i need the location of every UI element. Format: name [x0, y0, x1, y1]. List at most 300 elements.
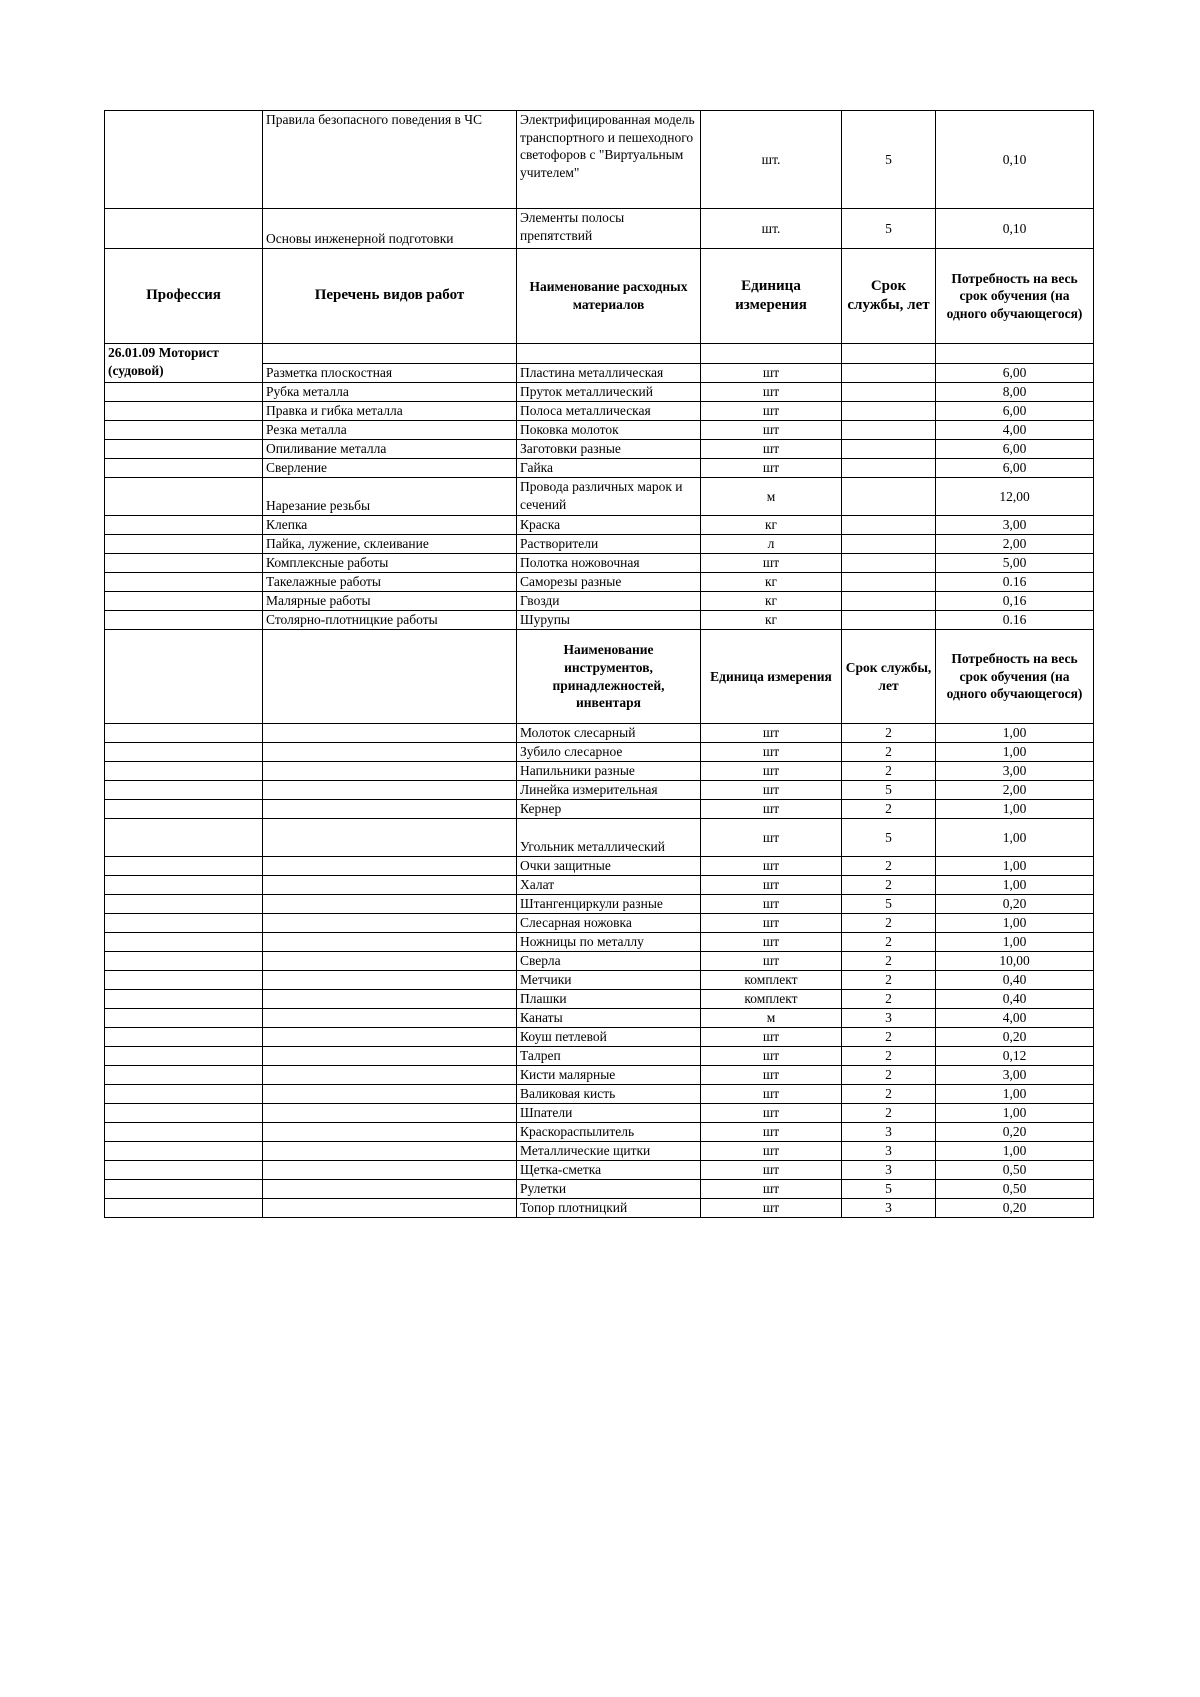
- profession-cell: [105, 1047, 263, 1066]
- material-cell: Полоса металлическая: [517, 402, 701, 421]
- table-row: [105, 1199, 1094, 1218]
- term-cell: 5: [842, 895, 936, 914]
- table-row: [105, 402, 1094, 421]
- table-row: [105, 421, 1094, 440]
- profession-cell: [105, 111, 263, 209]
- term-cell: 2: [842, 724, 936, 743]
- table-row: [105, 1009, 1094, 1028]
- work-cell: [263, 1066, 517, 1085]
- table-row: [105, 724, 1094, 743]
- need-cell: 1,00: [936, 743, 1094, 762]
- need-cell: 0,10: [936, 111, 1094, 209]
- profession-cell: [105, 1161, 263, 1180]
- tool-name-cell: Напильники разные: [517, 762, 701, 781]
- work-cell: [263, 762, 517, 781]
- work-cell: Основы инженерной подготовки: [263, 209, 517, 249]
- table-row: [105, 857, 1094, 876]
- table-row: [105, 1047, 1094, 1066]
- term-cell: 3: [842, 1009, 936, 1028]
- work-cell: Правка и гибка металла: [263, 402, 517, 421]
- work-cell: Нарезание резьбы: [263, 478, 517, 516]
- header-term: Срок службы, лет: [842, 249, 936, 344]
- unit-cell: шт: [701, 383, 842, 402]
- header-need: Потребность на весь срок обучения (на одного обучающегося): [936, 249, 1094, 344]
- need-cell: 0,40: [936, 990, 1094, 1009]
- unit-cell: м: [701, 1009, 842, 1028]
- tool-name-cell: Топор плотницкий: [517, 1199, 701, 1218]
- need-cell: 0,12: [936, 1047, 1094, 1066]
- profession-cell: [105, 895, 263, 914]
- table-row: [105, 933, 1094, 952]
- table-row: [105, 111, 1094, 209]
- work-cell: [263, 344, 517, 364]
- need-cell: 4,00: [936, 421, 1094, 440]
- need-cell: 2,00: [936, 535, 1094, 554]
- need-cell: 0.16: [936, 611, 1094, 630]
- table-row: [105, 516, 1094, 535]
- work-cell: [263, 1199, 517, 1218]
- work-cell: [263, 781, 517, 800]
- work-cell: Разметка плоскостная: [263, 364, 517, 383]
- tool-name-cell: Рулетки: [517, 1180, 701, 1199]
- profession-name: 26.01.09 Моторист (судовой): [105, 344, 263, 383]
- profession-cell: [105, 516, 263, 535]
- tool-name-cell: Линейка измерительная: [517, 781, 701, 800]
- tool-name-cell: Щетка-сметка: [517, 1161, 701, 1180]
- profession-cell: [105, 743, 263, 762]
- table-row: [105, 876, 1094, 895]
- tool-name-cell: Коуш петлевой: [517, 1028, 701, 1047]
- need-cell: 0,20: [936, 1123, 1094, 1142]
- table-row: [105, 952, 1094, 971]
- term-cell: 2: [842, 876, 936, 895]
- need-cell: 0,40: [936, 971, 1094, 990]
- unit-cell: шт: [701, 421, 842, 440]
- need-cell: [936, 344, 1094, 364]
- need-cell: 0,50: [936, 1161, 1094, 1180]
- table-row: [105, 592, 1094, 611]
- work-cell: [263, 1009, 517, 1028]
- table-row: [105, 1104, 1094, 1123]
- unit-cell: шт: [701, 819, 842, 857]
- work-cell: Сверление: [263, 459, 517, 478]
- need-cell: 3,00: [936, 762, 1094, 781]
- unit-cell: шт: [701, 402, 842, 421]
- need-cell: 0,10: [936, 209, 1094, 249]
- material-cell: Гайка: [517, 459, 701, 478]
- need-cell: 0.16: [936, 573, 1094, 592]
- table-row: [105, 478, 1094, 516]
- profession-cell: [105, 819, 263, 857]
- header-profession: Профессия: [105, 249, 263, 344]
- work-cell: [263, 857, 517, 876]
- term-cell: 3: [842, 1199, 936, 1218]
- need-cell: 0,20: [936, 895, 1094, 914]
- unit-cell: шт: [701, 914, 842, 933]
- tool-name-cell: Шпатели: [517, 1104, 701, 1123]
- unit-cell: шт: [701, 1028, 842, 1047]
- material-cell: Шурупы: [517, 611, 701, 630]
- table-row: [105, 554, 1094, 573]
- unit-cell: шт: [701, 364, 842, 383]
- table-row: [105, 535, 1094, 554]
- profession-cell: [105, 1066, 263, 1085]
- table-row: [105, 819, 1094, 857]
- profession-cell: [105, 990, 263, 1009]
- table-row: [105, 990, 1094, 1009]
- work-cell: [263, 819, 517, 857]
- tool-name-cell: Сверла: [517, 952, 701, 971]
- unit-cell: кг: [701, 592, 842, 611]
- unit-cell: шт: [701, 1180, 842, 1199]
- header-need: Потребность на весь срок обучения (на одного обучающегося): [936, 630, 1094, 724]
- term-cell: 2: [842, 1104, 936, 1123]
- profession-cell: [105, 724, 263, 743]
- work-cell: [263, 800, 517, 819]
- table-row: [105, 895, 1094, 914]
- header-material-name: Наименование расходных материалов: [517, 249, 701, 344]
- unit-cell: комплект: [701, 971, 842, 990]
- unit-cell: кг: [701, 611, 842, 630]
- profession-cell: [105, 933, 263, 952]
- tool-name-cell: Халат: [517, 876, 701, 895]
- table-row: [105, 1161, 1094, 1180]
- table-row: [105, 1028, 1094, 1047]
- unit-cell: шт: [701, 781, 842, 800]
- table-row: [105, 914, 1094, 933]
- profession-cell: [105, 630, 263, 724]
- term-cell: 2: [842, 762, 936, 781]
- profession-cell: [105, 459, 263, 478]
- need-cell: 2,00: [936, 781, 1094, 800]
- unit-cell: шт: [701, 762, 842, 781]
- tool-name-cell: Зубило слесарное: [517, 743, 701, 762]
- need-cell: 0,16: [936, 592, 1094, 611]
- term-cell: [842, 459, 936, 478]
- need-cell: 10,00: [936, 952, 1094, 971]
- tool-name-cell: Краскораспылитель: [517, 1123, 701, 1142]
- materials-header: [105, 249, 1094, 344]
- material-cell: Растворители: [517, 535, 701, 554]
- tool-name-cell: Металлические щитки: [517, 1142, 701, 1161]
- table-row: [105, 971, 1094, 990]
- need-cell: 0,50: [936, 1180, 1094, 1199]
- need-cell: 6,00: [936, 402, 1094, 421]
- term-cell: 2: [842, 952, 936, 971]
- unit-cell: шт: [701, 1199, 842, 1218]
- unit-cell: шт: [701, 876, 842, 895]
- term-cell: [842, 402, 936, 421]
- work-cell: [263, 724, 517, 743]
- unit-cell: м: [701, 478, 842, 516]
- header-tool-name: Наименование инструментов, принадлежностей, инвентаря: [517, 630, 701, 724]
- table-row: [105, 459, 1094, 478]
- profession-cell: [105, 800, 263, 819]
- term-cell: 3: [842, 1123, 936, 1142]
- term-cell: 2: [842, 743, 936, 762]
- tool-name-cell: Угольник металлический: [517, 819, 701, 857]
- term-cell: [842, 383, 936, 402]
- profession-cell: [105, 1142, 263, 1161]
- term-cell: 2: [842, 1066, 936, 1085]
- unit-cell: шт: [701, 459, 842, 478]
- unit-cell: шт: [701, 743, 842, 762]
- profession-cell: [105, 1180, 263, 1199]
- material-cell: Элементы полосы препятствий: [517, 209, 701, 249]
- profession-cell: [105, 1199, 263, 1218]
- material-cell: Электрифицированная модель транспортного и пешеходного светофоров с "Виртуальным учителем": [517, 111, 701, 209]
- table-row: [105, 743, 1094, 762]
- material-cell: Краска: [517, 516, 701, 535]
- material-cell: Заготовки разные: [517, 440, 701, 459]
- profession-cell: [105, 1123, 263, 1142]
- profession-cell: [105, 914, 263, 933]
- work-cell: Опиливание металла: [263, 440, 517, 459]
- work-cell: [263, 895, 517, 914]
- tool-name-cell: Очки защитные: [517, 857, 701, 876]
- term-cell: 5: [842, 1180, 936, 1199]
- profession-cell: [105, 554, 263, 573]
- work-cell: Резка металла: [263, 421, 517, 440]
- table-row: [105, 781, 1094, 800]
- tools-header: [105, 630, 1094, 724]
- need-cell: 3,00: [936, 1066, 1094, 1085]
- unit-cell: [701, 344, 842, 364]
- unit-cell: шт: [701, 1104, 842, 1123]
- profession-cell: [105, 440, 263, 459]
- term-cell: 2: [842, 933, 936, 952]
- term-cell: [842, 611, 936, 630]
- unit-cell: шт.: [701, 111, 842, 209]
- material-cell: Гвозди: [517, 592, 701, 611]
- table-row: [105, 440, 1094, 459]
- profession-cell: [105, 573, 263, 592]
- work-cell: Рубка металла: [263, 383, 517, 402]
- term-cell: 5: [842, 819, 936, 857]
- profession-cell: [105, 421, 263, 440]
- tool-name-cell: Кернер: [517, 800, 701, 819]
- term-cell: 2: [842, 800, 936, 819]
- profession-cell: [105, 592, 263, 611]
- material-cell: Провода различных марок и сечений: [517, 478, 701, 516]
- work-cell: Такелажные работы: [263, 573, 517, 592]
- material-cell: Полотка ножовочная: [517, 554, 701, 573]
- term-cell: [842, 344, 936, 364]
- need-cell: 1,00: [936, 914, 1094, 933]
- work-cell: [263, 630, 517, 724]
- table-row: [105, 383, 1094, 402]
- need-cell: 1,00: [936, 819, 1094, 857]
- profession-cell: [105, 1028, 263, 1047]
- need-cell: 0,20: [936, 1028, 1094, 1047]
- work-cell: [263, 952, 517, 971]
- profession-cell: [105, 478, 263, 516]
- profession-cell: [105, 535, 263, 554]
- unit-cell: шт: [701, 724, 842, 743]
- work-cell: Клепка: [263, 516, 517, 535]
- term-cell: [842, 421, 936, 440]
- work-cell: Столярно-плотницкие работы: [263, 611, 517, 630]
- material-cell: Поковка молоток: [517, 421, 701, 440]
- need-cell: 6,00: [936, 440, 1094, 459]
- need-cell: 1,00: [936, 1085, 1094, 1104]
- tool-name-cell: Канаты: [517, 1009, 701, 1028]
- term-cell: 2: [842, 1028, 936, 1047]
- need-cell: 1,00: [936, 1142, 1094, 1161]
- profession-cell: [105, 1009, 263, 1028]
- material-cell: Пруток металлический: [517, 383, 701, 402]
- table-row: [105, 1123, 1094, 1142]
- unit-cell: шт: [701, 1085, 842, 1104]
- work-cell: [263, 1123, 517, 1142]
- need-cell: 1,00: [936, 857, 1094, 876]
- term-cell: 2: [842, 990, 936, 1009]
- work-cell: [263, 1047, 517, 1066]
- term-cell: 3: [842, 1142, 936, 1161]
- unit-cell: л: [701, 535, 842, 554]
- need-cell: 4,00: [936, 1009, 1094, 1028]
- tool-name-cell: Плашки: [517, 990, 701, 1009]
- table-row: [105, 611, 1094, 630]
- need-cell: 1,00: [936, 1104, 1094, 1123]
- work-cell: [263, 743, 517, 762]
- profession-cell: [105, 402, 263, 421]
- term-cell: 2: [842, 1085, 936, 1104]
- unit-cell: шт: [701, 440, 842, 459]
- need-cell: 0,20: [936, 1199, 1094, 1218]
- table-row: [105, 800, 1094, 819]
- profession-cell: [105, 876, 263, 895]
- work-cell: Комплексные работы: [263, 554, 517, 573]
- table-row: [105, 344, 1094, 364]
- profession-cell: [105, 762, 263, 781]
- work-cell: [263, 1085, 517, 1104]
- profession-cell: [105, 1085, 263, 1104]
- tool-name-cell: Слесарная ножовка: [517, 914, 701, 933]
- term-cell: 2: [842, 971, 936, 990]
- term-cell: [842, 440, 936, 459]
- material-cell: Саморезы разные: [517, 573, 701, 592]
- term-cell: 5: [842, 781, 936, 800]
- material-cell: Пластина металлическая: [517, 364, 701, 383]
- unit-cell: шт: [701, 1066, 842, 1085]
- need-cell: 3,00: [936, 516, 1094, 535]
- unit-cell: шт: [701, 952, 842, 971]
- work-cell: Правила безопасного поведения в ЧС: [263, 111, 517, 209]
- term-cell: 3: [842, 1161, 936, 1180]
- unit-cell: шт: [701, 1123, 842, 1142]
- work-cell: Пайка, лужение, склеивание: [263, 535, 517, 554]
- unit-cell: шт: [701, 895, 842, 914]
- tool-name-cell: Метчики: [517, 971, 701, 990]
- header-unit: Единица измерения: [701, 630, 842, 724]
- work-cell: [263, 990, 517, 1009]
- term-cell: [842, 592, 936, 611]
- work-cell: [263, 914, 517, 933]
- need-cell: 1,00: [936, 876, 1094, 895]
- need-cell: 1,00: [936, 800, 1094, 819]
- term-cell: 2: [842, 1047, 936, 1066]
- header-unit: Единица измерения: [701, 249, 842, 344]
- profession-cell: [105, 971, 263, 990]
- need-cell: 1,00: [936, 933, 1094, 952]
- unit-cell: шт: [701, 554, 842, 573]
- tool-name-cell: Кисти малярные: [517, 1066, 701, 1085]
- work-cell: [263, 1180, 517, 1199]
- term-cell: [842, 535, 936, 554]
- unit-cell: кг: [701, 516, 842, 535]
- unit-cell: шт: [701, 1142, 842, 1161]
- term-cell: [842, 573, 936, 592]
- work-cell: [263, 1142, 517, 1161]
- term-cell: 5: [842, 111, 936, 209]
- work-cell: [263, 876, 517, 895]
- term-cell: [842, 364, 936, 383]
- unit-cell: шт: [701, 800, 842, 819]
- tool-name-cell: Валиковая кисть: [517, 1085, 701, 1104]
- term-cell: [842, 478, 936, 516]
- need-cell: 6,00: [936, 459, 1094, 478]
- work-cell: [263, 971, 517, 990]
- unit-cell: комплект: [701, 990, 842, 1009]
- term-cell: [842, 516, 936, 535]
- table-row: [105, 573, 1094, 592]
- profession-cell: [105, 209, 263, 249]
- table-row: [105, 1066, 1094, 1085]
- work-cell: [263, 933, 517, 952]
- tool-name-cell: Штангенциркули разные: [517, 895, 701, 914]
- table-row: [105, 1085, 1094, 1104]
- profession-cell: [105, 857, 263, 876]
- need-cell: 1,00: [936, 724, 1094, 743]
- header-term: Срок службы, лет: [842, 630, 936, 724]
- need-cell: 5,00: [936, 554, 1094, 573]
- unit-cell: шт: [701, 1161, 842, 1180]
- table-row: [105, 1142, 1094, 1161]
- unit-cell: кг: [701, 573, 842, 592]
- unit-cell: шт: [701, 857, 842, 876]
- unit-cell: шт: [701, 1047, 842, 1066]
- work-cell: [263, 1104, 517, 1123]
- term-cell: 5: [842, 209, 936, 249]
- profession-cell: [105, 383, 263, 402]
- material-cell: [517, 344, 701, 364]
- term-cell: [842, 554, 936, 573]
- unit-cell: шт.: [701, 209, 842, 249]
- term-cell: 2: [842, 914, 936, 933]
- header-works: Перечень видов работ: [263, 249, 517, 344]
- unit-cell: шт: [701, 933, 842, 952]
- tool-name-cell: Ножницы по металлу: [517, 933, 701, 952]
- profession-cell: [105, 611, 263, 630]
- profession-cell: [105, 1104, 263, 1123]
- need-cell: 8,00: [936, 383, 1094, 402]
- equipment-table: [104, 110, 1094, 1218]
- need-cell: 6,00: [936, 364, 1094, 383]
- table-row: [105, 762, 1094, 781]
- tool-name-cell: Талреп: [517, 1047, 701, 1066]
- work-cell: [263, 1161, 517, 1180]
- work-cell: [263, 1028, 517, 1047]
- work-cell: Малярные работы: [263, 592, 517, 611]
- tool-name-cell: Молоток слесарный: [517, 724, 701, 743]
- need-cell: 12,00: [936, 478, 1094, 516]
- profession-cell: [105, 781, 263, 800]
- profession-cell: [105, 952, 263, 971]
- term-cell: 2: [842, 857, 936, 876]
- table-row: [105, 1180, 1094, 1199]
- table-row: [105, 209, 1094, 249]
